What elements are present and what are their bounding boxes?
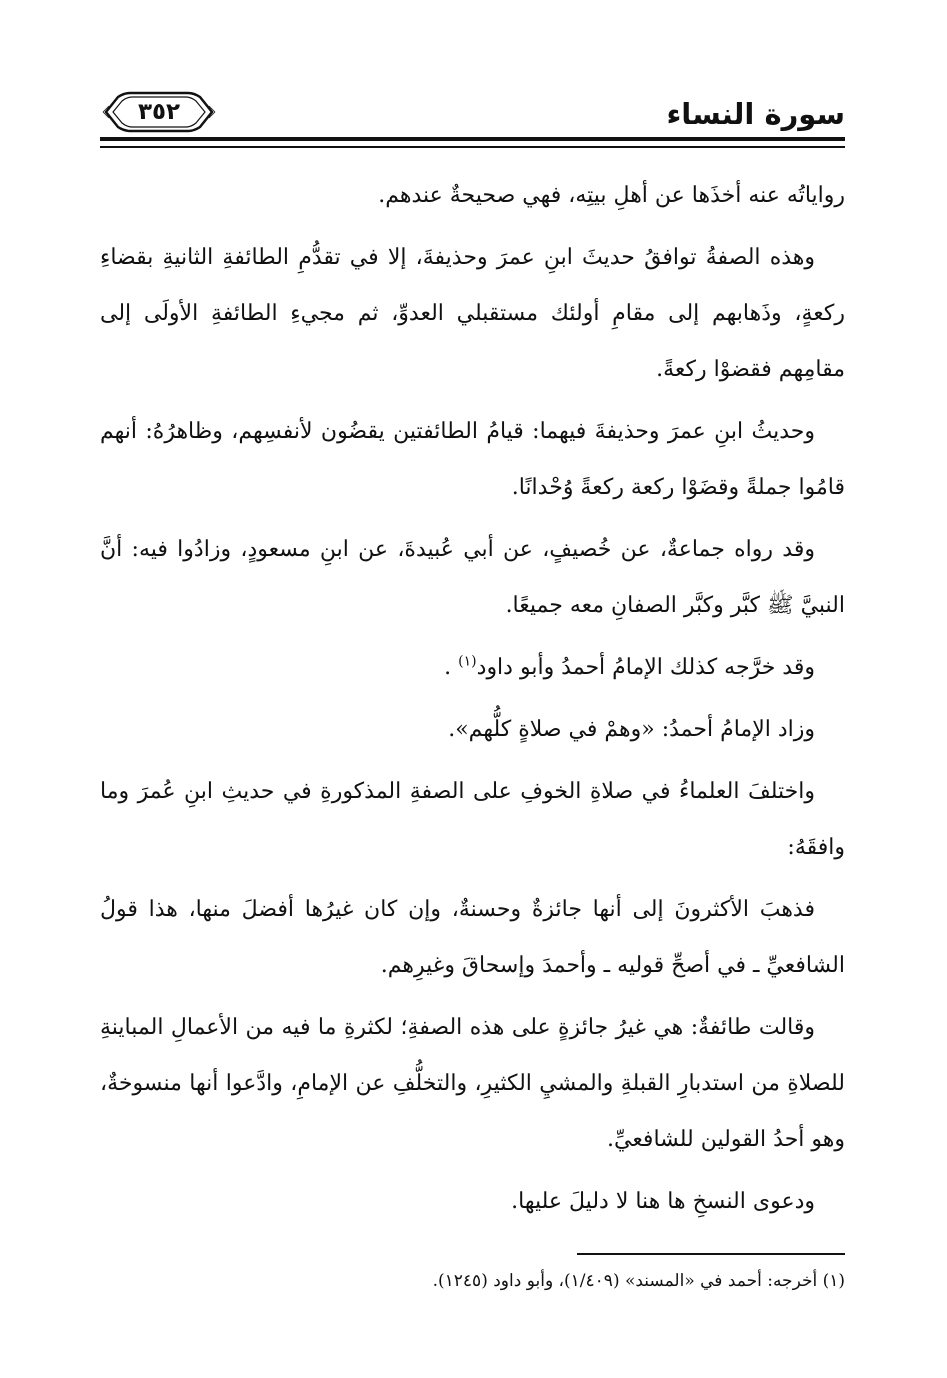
footnote-marker[interactable]: (١) bbox=[458, 653, 477, 670]
page-header bbox=[100, 78, 845, 140]
paragraph: وحديثُ ابنِ عمرَ وحذيفةَ فيهما: قيامُ الطائفتين يقضُون لأنفسِهم، وظاهرُهُ: أنهم قامُوا جملةً وقضَوْا ركعة ركعةً وُحْدانًا. bbox=[100, 419, 845, 500]
paragraph: وهذه الصفةُ توافقُ حديثَ ابنِ عمرَ وحذيفةَ، إلا في تقدُّمِ الطائفةِ الثانيةِ بقضاءِ ركعةٍ، وذَهابهم إلى مقامِ أولئك مستقبلي العدوِّ، ثم مجيءِ الطائفةِ الأولَى إلى مقامِهم فقضوْا ركعةً. bbox=[100, 245, 846, 382]
paragraph-text: وقد خرَّجه كذلك الإمامُ أحمدُ وأبو داود bbox=[476, 655, 815, 680]
paragraph: واختلفَ العلماءُ في صلاةِ الخوفِ على الصفةِ المذكورةِ في حديثِ ابنِ عُمرَ وما وافقَهُ: bbox=[100, 779, 845, 860]
page-number-badge bbox=[100, 91, 218, 133]
paragraph: وقالت طائفةٌ: هي غيرُ جائزةٍ على هذه الصفةِ؛ لكثرةِ ما فيه من الأعمالِ المباينةِ للصلاةِ من استدبارِ القبلةِ والمشيِ الكثيرِ، والتخلُّفِ عن الإمامِ، وادَّعوا أنها منسوخةٌ، وهو أحدُ القولين للشافعيِّ. bbox=[100, 1015, 845, 1152]
page-number: ٣٥٢ bbox=[137, 99, 181, 125]
paragraph-tail: . bbox=[444, 655, 459, 680]
paragraph-with-footnote bbox=[100, 640, 845, 696]
sura-title: سورة النساء bbox=[666, 97, 845, 131]
header-rule-thick bbox=[100, 137, 845, 141]
paragraph: فذهبَ الأكثرونَ إلى أنها جائزةٌ وحسنةٌ، وإن كان غيرُها أفضلَ منها، هذا قولُ الشافعيِّ ـ في أصحِّ قوليه ـ وأحمدَ وإسحاقَ وغيرِهم. bbox=[100, 897, 845, 978]
paragraph: ودعوى النسخِ ها هنا لا دليلَ عليها. bbox=[511, 1189, 815, 1214]
paragraph: رواياتُه عنه أخذَها عن أهلِ بيتِه، فهي صحيحةٌ عندهم. bbox=[378, 183, 845, 208]
footnote-separator bbox=[577, 1253, 845, 1255]
header-rule-thin bbox=[100, 146, 845, 148]
main-text bbox=[100, 168, 845, 1236]
paragraph: وقد رواه جماعةٌ، عن خُصيفٍ، عن أبي عُبيدةَ، عن ابنِ مسعودٍ، وزادُوا فيه: أنَّ النبيَّ ﷺ كبَّر وكبَّر الصفانِ معه جميعًا. bbox=[100, 537, 845, 618]
paragraph: وزاد الإمامُ أحمدُ: «وهمْ في صلاةٍ كلُّهم». bbox=[448, 717, 815, 742]
footnote: (١) أخرجه: أحمد في «المسند» (١/٤٠٩)، وأبو داود (١٢٤٥). bbox=[432, 1271, 845, 1291]
